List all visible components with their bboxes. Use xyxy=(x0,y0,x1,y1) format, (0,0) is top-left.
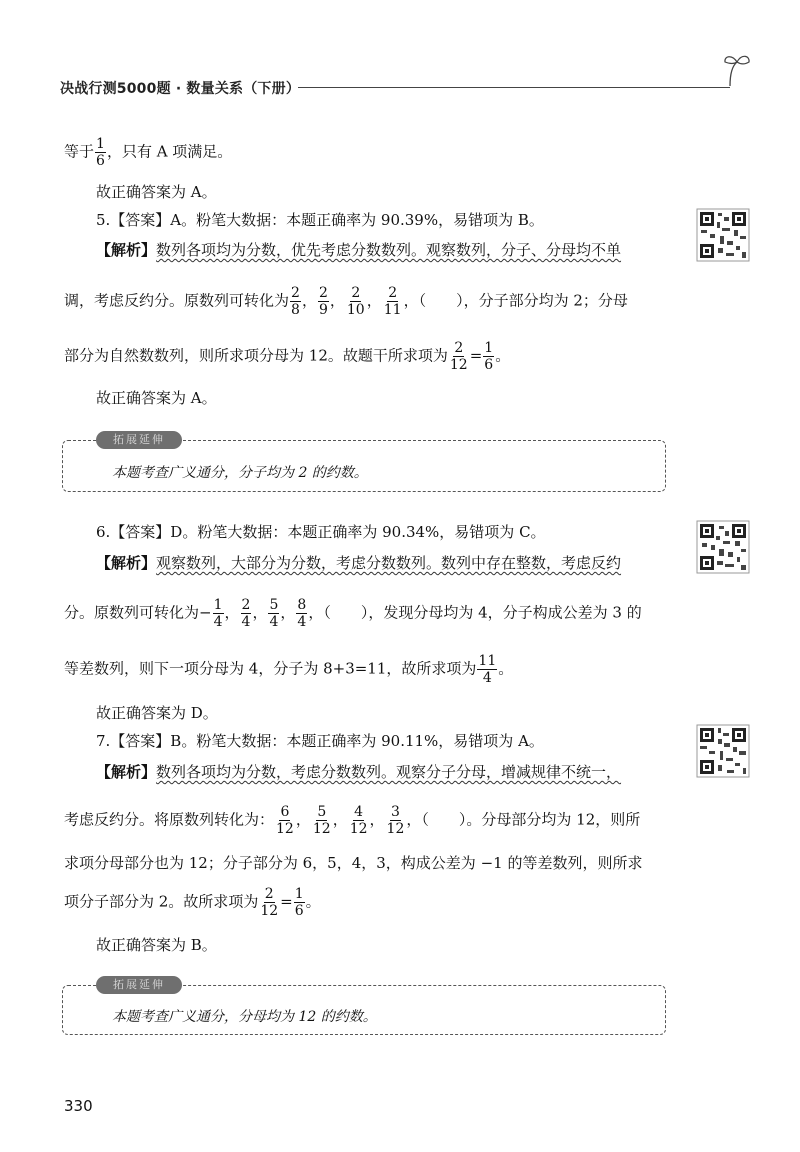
fraction: $\frac{2}{8}$ xyxy=(291,285,300,318)
qr-code-icon[interactable] xyxy=(696,724,750,778)
fraction: $\frac{2}{11}$ xyxy=(383,285,402,318)
q5-analysis-line2: 调，考虑反约分。原数列可转化为 $\frac{2}{8}$ ， $\frac{2}{9}$ ， $\frac{2}{10}$ ， $\frac{2}{11}$ ，（ ），分子部分均为 2；分母 xyxy=(64,285,628,318)
fraction: $\frac{11}{4}$ xyxy=(478,653,497,686)
fraction: $\frac{2}{10}$ xyxy=(346,285,365,318)
q7-analysis-line1: 【解析】数列各项均为分数，考虑分数数列。观察分子分母，增减规律不统一， xyxy=(96,763,622,781)
q7-analysis-line2: 考虑反约分。将原数列转化为： $\frac{6}{12}$ ， $\frac{5}{12}$ ， $\frac{4}{12}$ ， $\frac{3}{12}$ ，（ ）。分母部分均为 12，则所 xyxy=(64,804,641,837)
page-number: 330 xyxy=(64,1097,93,1115)
q6-final: 故正确答案为 D。 xyxy=(96,704,218,722)
note-tag: 拓展延伸 xyxy=(96,431,182,449)
header-rule xyxy=(298,87,730,88)
q5-analysis-line1: 【解析】数列各项均为分数，优先考虑分数数列。观察数列，分子、分母均不单 xyxy=(96,241,622,259)
q6-analysis-line1: 【解析】观察数列，大部分为分数，考虑分数数列。数列中存在整数，考虑反约 xyxy=(96,554,622,572)
fraction: $\frac{1}{4}$ xyxy=(213,597,223,630)
qr-code-icon[interactable] xyxy=(696,520,750,574)
running-header: 决战行测5000题 · 数量关系（下册） xyxy=(60,81,301,97)
fraction: $\frac{2}{12}$ xyxy=(260,886,279,919)
q6-analysis-line3: 等差数列，则下一项分母为 4，分子为 8+3=11，故所求项为 $\frac{11}{4}$ 。 xyxy=(64,653,514,686)
fraction: $\frac{4}{12}$ xyxy=(349,804,368,837)
fraction: $\frac{1}{6}$ xyxy=(96,136,105,169)
sprout-icon xyxy=(722,52,752,86)
fraction: $\frac{2}{4}$ xyxy=(241,597,251,630)
text-line: 等于 $\frac{1}{6}$ ，只有 A 项满足。 xyxy=(64,136,233,169)
q7-final: 故正确答案为 B。 xyxy=(96,936,217,954)
fraction: $\frac{1}{6}$ xyxy=(294,886,304,919)
fraction: $\frac{1}{6}$ xyxy=(484,340,494,373)
answer-line: 故正确答案为 A。 xyxy=(96,183,217,201)
note-tag: 拓展延伸 xyxy=(96,976,182,994)
q5-answer: 5.【答案】A。粉笔大数据：本题正确率为 90.39%，易错项为 B。 xyxy=(96,211,544,229)
note-text: 本题考查广义通分，分母均为 12 的约数。 xyxy=(112,1009,377,1025)
fraction: $\frac{3}{12}$ xyxy=(386,804,405,837)
fraction: $\frac{5}{4}$ xyxy=(269,597,279,630)
fraction: $\frac{5}{12}$ xyxy=(312,804,331,837)
q6-analysis-line2: 分。原数列可转化为− $\frac{1}{4}$ ， $\frac{2}{4}$ ， $\frac{5}{4}$ ， $\frac{8}{4}$ ，（ ），发现分母均为 4，分子构成公差为 3 的 xyxy=(64,597,642,630)
fraction: $\frac{6}{12}$ xyxy=(276,804,294,837)
q7-analysis-line4: 项分子部分为 2。故所求项为 $\frac{2}{12}$ = $\frac{1}{6}$ 。 xyxy=(64,886,321,919)
fraction: $\frac{8}{4}$ xyxy=(297,597,307,630)
q6-answer: 6.【答案】D。粉笔大数据：本题正确率为 90.34%，易错项为 C。 xyxy=(96,523,546,541)
q7-analysis-line3: 求项分母部分也为 12；分子部分为 6，5，4，3，构成公差为 −1 的等差数列，则所求 xyxy=(64,854,643,872)
fraction: $\frac{2}{12}$ xyxy=(449,340,468,373)
q7-answer: 7.【答案】B。粉笔大数据：本题正确率为 90.11%，易错项为 A。 xyxy=(96,732,544,750)
fraction: $\frac{2}{9}$ xyxy=(318,285,328,318)
note-text: 本题考查广义通分，分子均为 2 的约数。 xyxy=(112,465,368,481)
q5-final: 故正确答案为 A。 xyxy=(96,389,217,407)
q5-analysis-line3: 部分为自然数数列，则所求项分母为 12。故题干所求项为 $\frac{2}{12}$ = $\frac{1}{6}$ 。 xyxy=(64,340,511,373)
qr-code-icon[interactable] xyxy=(696,208,750,262)
